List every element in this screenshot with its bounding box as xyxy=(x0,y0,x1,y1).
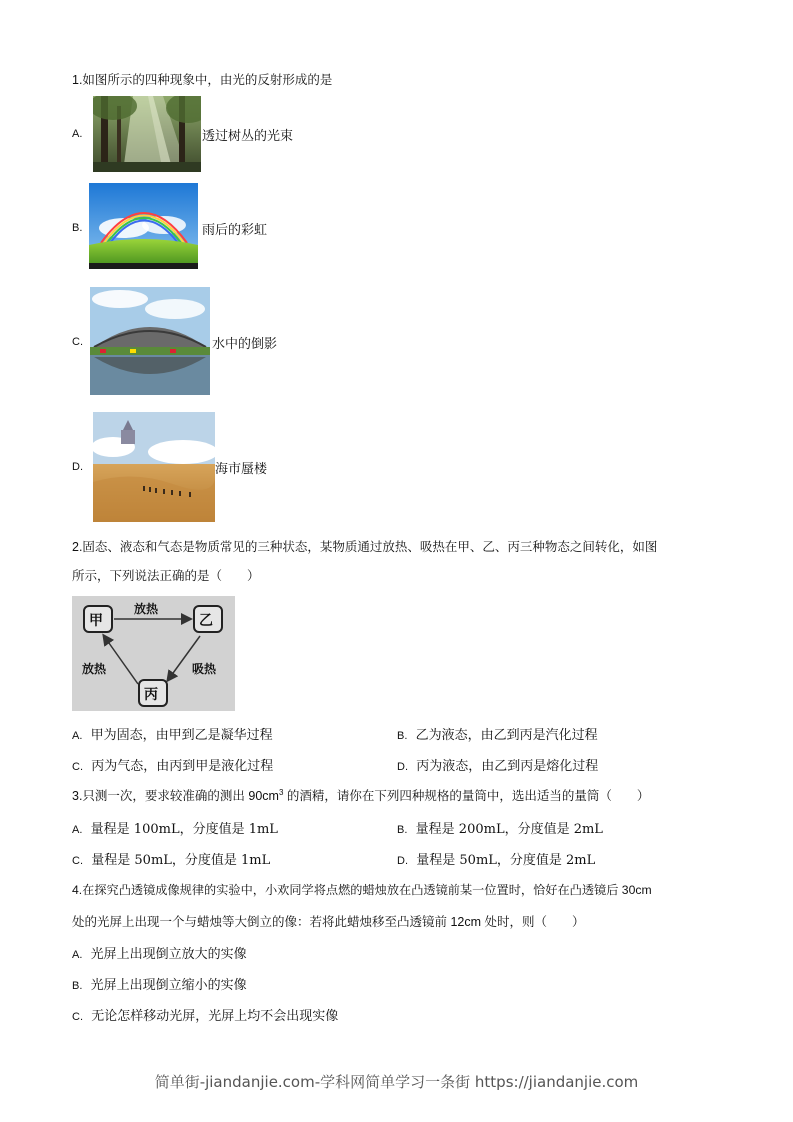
diagram-edge-yi-bing-label: 吸热 xyxy=(192,662,217,676)
q4-option-c: C. 无论怎样移动光屏，光屏上均不会出现实像 xyxy=(72,1009,339,1024)
q4-stem-line2: 处的光屏上出现一个与蜡烛等大倒立的像：若将此蜡烛移至凸透镜前 12cm 处时，则（ ） xyxy=(72,915,585,929)
rainbow-over-meadow-image xyxy=(89,183,198,269)
q1-option-a-text: 透过树丛的光束 xyxy=(202,129,294,144)
q1-option-b-text: 雨后的彩虹 xyxy=(202,223,268,238)
q4-stem-line1: 4.在探究凸透镜成像规律的实验中，小欢同学将点燃的蜡烛放在凸透镜前某一位置时，恰好在凸透镜后 30cm xyxy=(72,883,652,897)
q3-option-a: A. 量程是 100mL，分度值是 1mL xyxy=(72,822,278,837)
q2-stem-line1: 2.固态、液态和气态是物质常见的三种状态，某物质通过放热、吸热在甲、乙、丙三种物态之间转化，如图 xyxy=(72,540,658,554)
q1-option-a-letter: A. xyxy=(72,128,83,140)
q1-option-c-text: 水中的倒影 xyxy=(212,337,278,352)
q2-stem-line2: 所示，下列说法正确的是（ ） xyxy=(72,569,260,583)
q4-option-a: A. 光屏上出现倒立放大的实像 xyxy=(72,947,247,962)
diagram-edge-bing-jia-label: 放热 xyxy=(82,662,107,676)
q2-option-b: B. 乙为液态，由乙到丙是汽化过程 xyxy=(397,728,598,743)
q2-option-d: D. 丙为液态，由乙到丙是熔化过程 xyxy=(397,759,599,774)
q2-option-a: A. 甲为固态，由甲到乙是凝华过程 xyxy=(72,728,273,743)
diagram-node-bing: 丙 xyxy=(144,687,158,703)
q3-option-d: D. 量程是 50mL，分度值是 2mL xyxy=(397,853,596,868)
q2-option-c: C. 丙为气态，由丙到甲是液化过程 xyxy=(72,759,274,774)
q3-stem: 3.只测一次，要求较准确的测出 $90cm^3$ 的酒精，请你在下列四种规格的量筒中，选出适当的量筒（ ） xyxy=(72,787,650,803)
page-footer-watermark: 简单街-jiandanjie.com-学科网简单学习一条街 https://jiandanjie.com xyxy=(154,1073,639,1091)
state-change-diagram xyxy=(72,596,235,711)
q1-option-d-letter: D. xyxy=(72,461,83,473)
q4-option-b: B. 光屏上出现倒立缩小的实像 xyxy=(72,978,247,993)
desert-mirage-image xyxy=(93,412,215,522)
q1-option-b-letter: B. xyxy=(72,222,83,234)
diagram-node-jia: 甲 xyxy=(89,613,103,629)
q1-stem: 1.如图所示的四种现象中，由光的反射形成的是 xyxy=(72,73,333,87)
q1-option-c-letter: C. xyxy=(72,336,83,348)
q3-option-c: C. 量程是 50mL，分度值是 1mL xyxy=(72,853,271,868)
q1-option-d-text: 海市蜃楼 xyxy=(215,462,268,477)
forest-light-beams-image xyxy=(93,96,201,172)
diagram-edge-jia-yi-label: 放热 xyxy=(134,602,159,616)
diagram-node-yi: 乙 xyxy=(199,613,213,629)
q3-option-b: B. 量程是 200mL，分度值是 2mL xyxy=(397,822,603,837)
stadium-reflection-in-water-image xyxy=(90,287,210,395)
